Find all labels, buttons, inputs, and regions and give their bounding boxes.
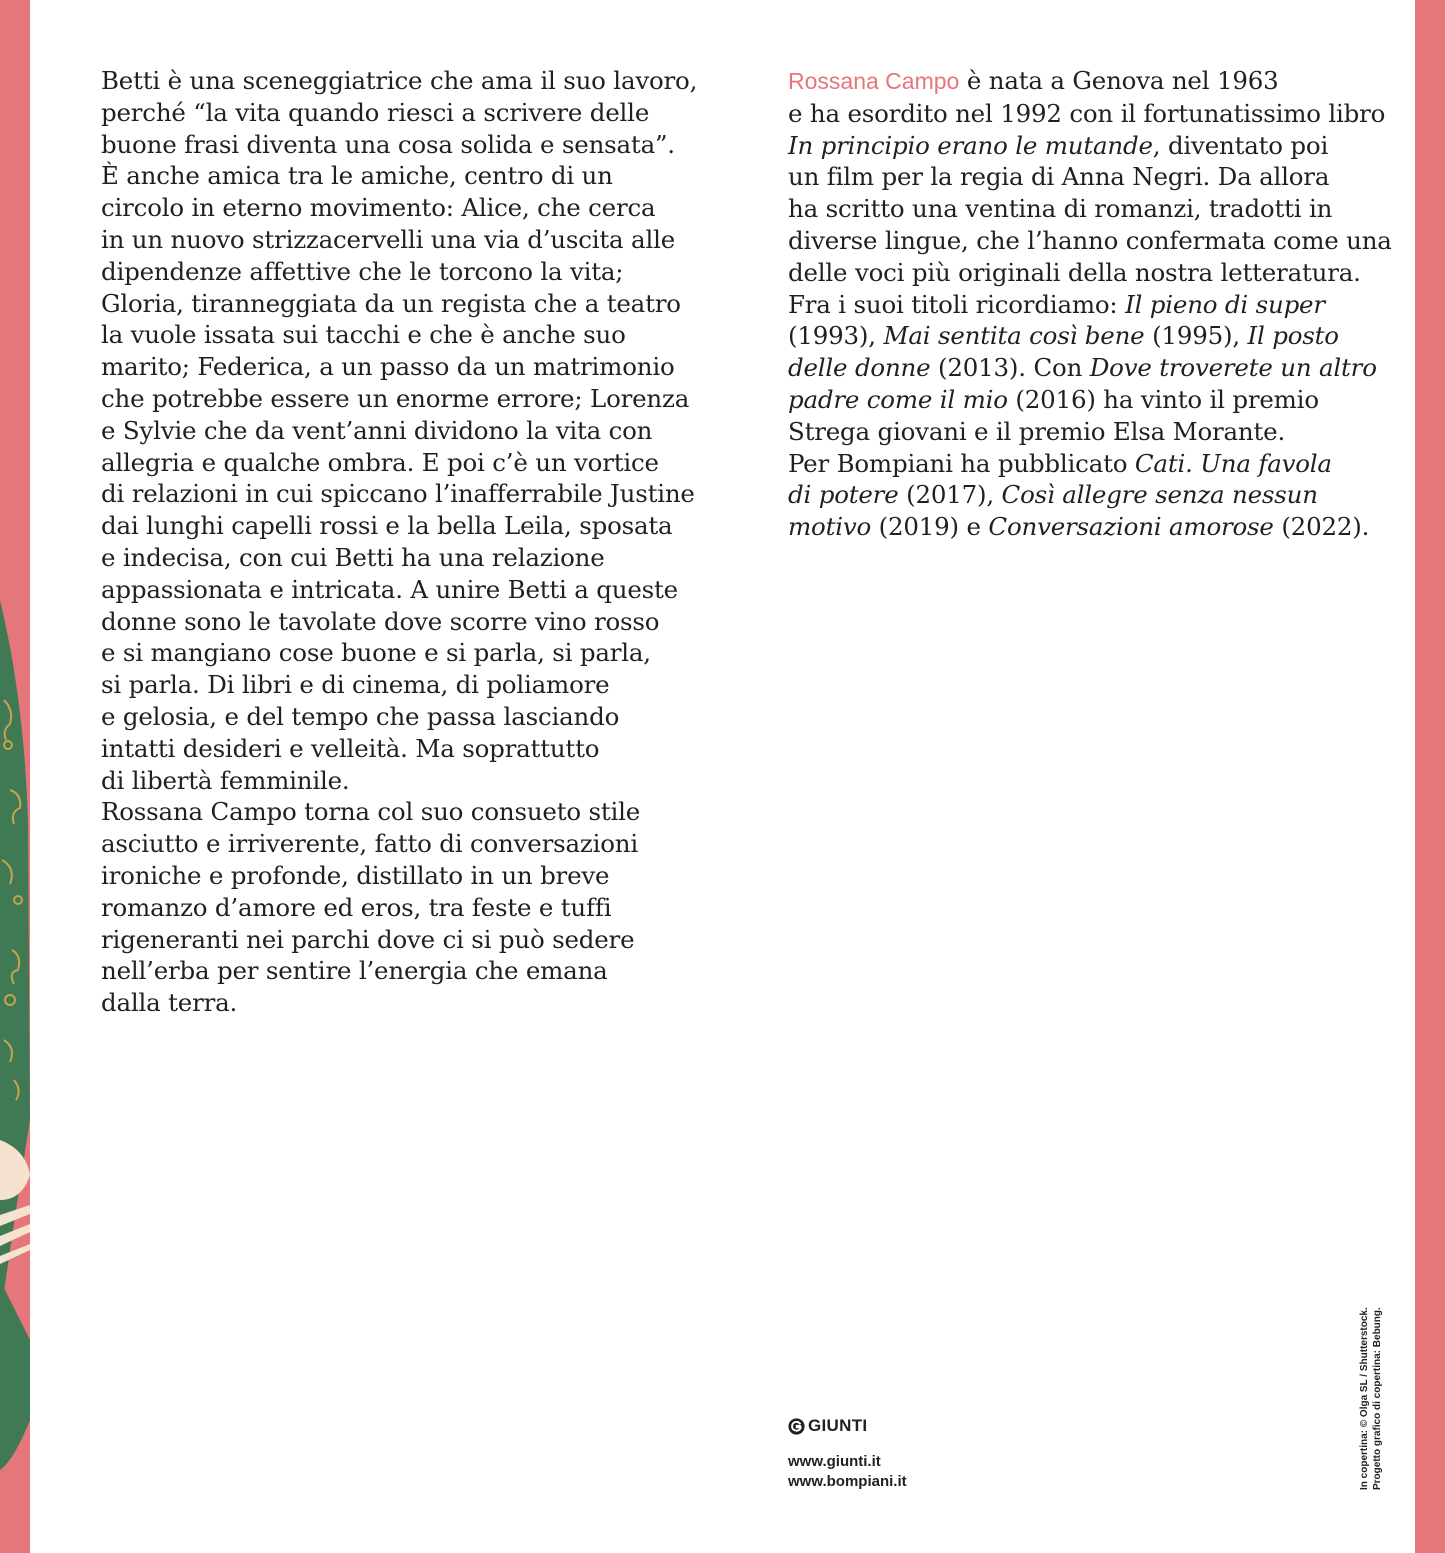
book-title: Così allegre senza nessun [1001,480,1318,510]
blurb-line: e indecisa, con cui Betti ha una relazione [101,542,605,572]
bio-line: e ha esordito nel 1992 con il fortunatissimo libro [788,98,1386,128]
blurb-line: in un nuovo strizzacervelli una via d’uscita alle [101,224,676,254]
book-title: padre come il mio [788,384,1008,414]
blurb-line: donne sono le tavolate dove scorre vino rosso [101,606,660,636]
bompiani-website-link[interactable]: www.bompiani.it [788,1473,907,1490]
blurb-line: si parla. Di libri e di cinema, di poliamore [101,670,610,700]
blurb-line: asciutto e irriverente, fatto di conversazioni [101,829,638,859]
bio-line [788,320,1368,352]
blurb-line: marito; Federica, a un passo da un matrimonio [101,352,675,382]
author-name: Rossana Campo [788,68,960,94]
bio-text: Per Bompiani ha pubblicato [788,448,1135,478]
bio-text: (2019) e [871,512,989,542]
blurb-line: di relazioni in cui spiccano l’inafferrabile Justine [101,479,695,509]
book-title: delle donne [788,353,931,383]
bio-line [788,65,1368,98]
bio-line [788,448,1368,480]
book-blurb [101,65,698,1019]
blurb-line: appassionata e intricata. A unire Betti a queste [101,574,678,604]
blurb-line: circolo in eterno movimento: Alice, che cerca [101,193,656,223]
book-title: Dove troverete un altro [1089,353,1377,383]
bio-line: diverse lingue, che l’hanno confermata come una [788,225,1392,255]
bio-line [788,352,1377,384]
blurb-line: e Sylvie che da vent’anni dividono la vita con [101,415,653,445]
blurb-line: buone frasi diventa una cosa solida e sensata”. [101,129,675,159]
blurb-line: dipendenze affettive che le torcono la vita; [101,256,624,286]
blurb-line: dalla terra. [101,988,238,1018]
bio-line: un film per la regia di Anna Negri. Da allora [788,162,1330,192]
blurb-line: romanzo d’amore ed eros, tra feste e tuffi [101,892,612,922]
cover-credits [1358,1307,1384,1490]
book-title: Il posto [1247,321,1339,351]
book-title: di potere [788,480,899,510]
left-cover-band [0,0,30,1553]
blurb-line: perché “la vita quando riesci a scrivere delle [101,97,650,127]
bio-text: è nata a Genova nel 1963 [959,66,1279,95]
bio-line [788,289,1368,321]
bio-text: (2013). Con [930,353,1090,383]
author-bio [788,65,1392,543]
bio-line [788,511,1368,543]
right-cover-band [1415,0,1445,1553]
giunti-logo [788,1416,907,1436]
blurb-line: la vuole issata sui tacchi e che è anche suo [101,320,626,350]
blurb-line: dai lunghi capelli rossi e la bella Leila, sposata [101,511,673,541]
blurb-line: di libertà femminile. [101,765,350,795]
blurb-line: nell’erba per sentire l’energia che emana [101,956,608,986]
bio-text: Fra i suoi titoli ricordiamo: [788,289,1126,319]
bio-text: (2016) ha vinto il premio [1007,384,1319,414]
bio-text: (1995), [1144,321,1248,351]
blurb-line: e si mangiano cose buone e si parla, si parla, [101,638,651,668]
bio-text: (2022). [1273,512,1370,542]
bio-text: , diventato poi [1152,130,1329,160]
blurb-line: ironiche e profonde, distillato in un breve [101,860,610,890]
credit-line: In copertina: © Olga SL / Shutterstock. [1359,1307,1370,1490]
publisher-block [788,1416,907,1492]
blurb-line: intatti desideri e velleità. Ma soprattutto [101,733,600,763]
giunti-website-link[interactable]: www.giunti.it [788,1453,881,1470]
credit-line: Progetto grafico di copertina: Bebung. [1372,1307,1383,1490]
bio-text: (2017), [898,480,1002,510]
blurb-line: che potrebbe essere un enorme errore; Lorenza [101,383,690,413]
book-title: Cati. Una favola [1134,448,1332,478]
bio-line [788,384,1368,416]
blurb-line: Rossana Campo torna col suo consueto stile [101,797,641,827]
bio-text: (1993), [788,321,884,351]
blurb-line: rigeneranti nei parchi dove ci si può sedere [101,924,635,954]
floral-pattern-icon [0,0,30,1553]
bio-line: ha scritto una ventina di romanzi, tradotti in [788,194,1333,224]
book-title: motivo [788,512,872,542]
bio-line [788,479,1368,511]
blurb-line: Gloria, tiranneggiata da un regista che a teatro [101,288,681,318]
book-title: Il pieno di super [1125,289,1325,319]
bio-line: delle voci più originali della nostra letteratura. [788,257,1361,287]
blurb-line: allegria e qualche ombra. E poi c’è un vortice [101,447,659,477]
blurb-line: Betti è una sceneggiatrice che ama il suo lavoro, [101,66,698,95]
blurb-line: e gelosia, e del tempo che passa lasciando [101,701,620,731]
blurb-line: È anche amica tra le amiche, centro di un [101,161,613,191]
bio-line: Strega giovani e il premio Elsa Morante. [788,416,1286,446]
bio-line [788,130,1368,162]
book-title: In principio erano le mutande [788,130,1153,160]
book-title: Mai sentita così bene [883,321,1145,351]
giunti-g-icon [788,1418,805,1435]
logo-text: GIUNTI [808,1416,868,1435]
book-title: Conversazioni amorose [988,512,1274,542]
